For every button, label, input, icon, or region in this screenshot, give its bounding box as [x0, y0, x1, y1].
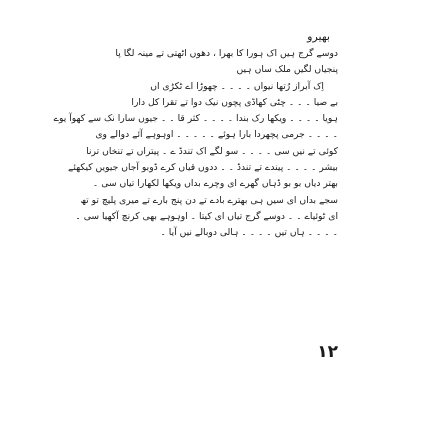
text-line: ۔ ۔ ۔ ۔ ہاں تیں ۔ ۔ ۔ ۔ ہالی دوبالے نیں آیا ۔ [160, 227, 338, 239]
text-line: ہویا ۔ ۔ ۔ ۔ ویکھا رک بندا ۔ ۔ ۔ ۔ کثر قا ۔ ۔ جیوں سارا نک سے کھوآ یوے [53, 113, 338, 125]
text-line: ۔ ۔ ۔ ۔ جرمی پچھردا بارا ہوئے ۔ ۔ ۔ ۔ ۔ اوہوہے آئے دوالے وی [95, 129, 338, 141]
text-line: ای ٹوئیاے ۔ ۔ دوسے گرج تیاں ای کیتا ۔ اوہوہے بھی کرنچ آکھیا سی ۔ [75, 210, 338, 222]
text-line: اِک آبراز رُتھا نیواں ۔ ۔ ۔ ۔ چھوڑا اے ٹکڑی اں [150, 80, 324, 92]
text-line: کوئی تے نیں سی ۔ ۔ ۔ ۔ سو لگے اک تندڈ ے ۔ پیتراں تے تنخاں ترنا [86, 145, 338, 157]
text-line: بے صیا ۔ ۔ ۔ چٹی کھاڈی پچوں نیک دوا تے تقرا کل دارا [131, 96, 338, 108]
text-line: دوسے گرج ہیں اک ہورا کا بھرا ، دھوں اٹھتی تے مینہ لگا پا [115, 48, 338, 59]
page-text [53, 30, 338, 242]
text-line: سجے بداں ای سیں ہی بھترے بادے تے دن پنج بارے تے میری پلیچ تو تھ [80, 194, 338, 206]
section-heading: بھیرو [307, 30, 330, 43]
text-line: بیشر ۔ ۔ ۔ ۔ پیندے تے تندڈ ۔ ۔ ددوں قیاں کرے ڈوبو آجاں جیویں کیکھئے [68, 162, 338, 174]
text-line: بھتر دیاں بو بو ڈہاں گھرے ای وچرے بداں ویکھا لکھارا تیاں سی ۔ [92, 178, 338, 190]
text-line: پنجیاں لگیں ملک ساں ہیں [236, 64, 338, 76]
page-number: ۱۲ [317, 342, 338, 362]
